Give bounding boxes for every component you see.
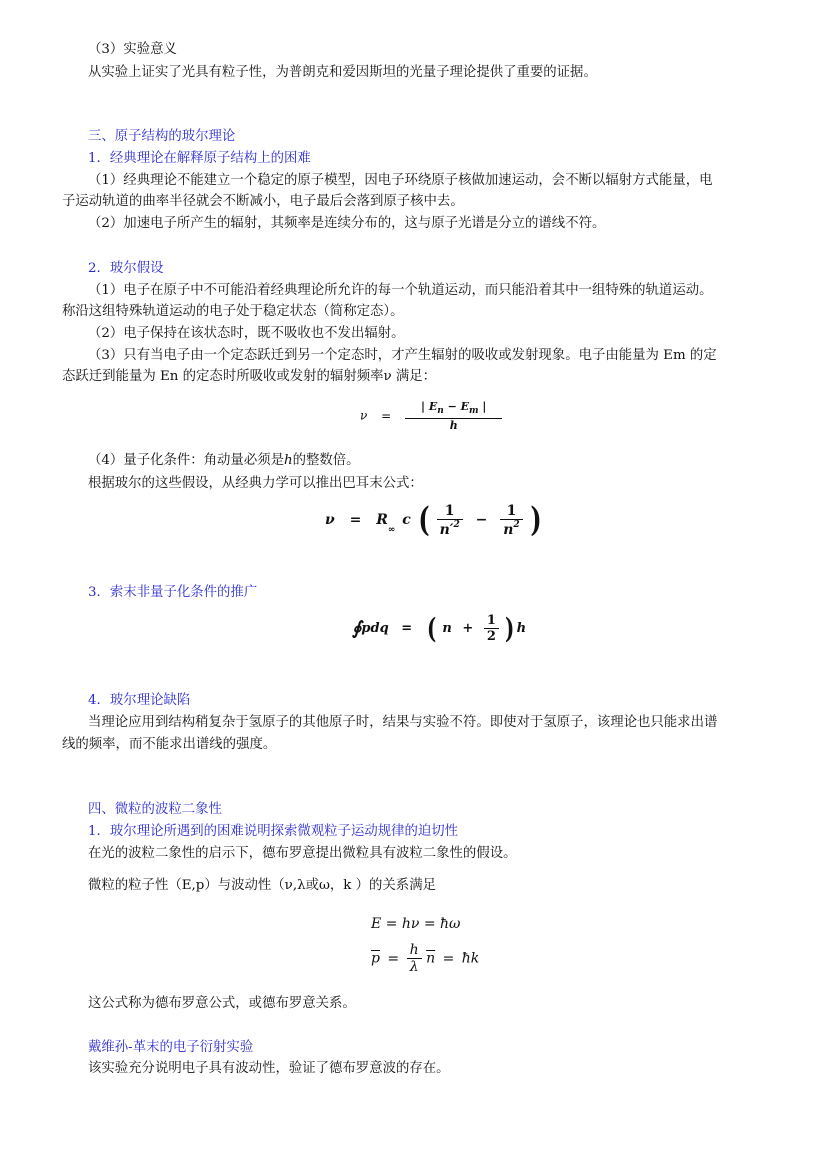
section4-sub1-p1: 在光的波粒二象性的启示下，德布罗意提出微粒具有波粒二象性的假设。 [88, 846, 517, 861]
formula-frequency-den: h [449, 419, 458, 432]
formula-frequency-eq: = [381, 408, 392, 423]
formula-momentum-p: $\overline{p}$ [371, 950, 380, 967]
section3-sub4-title: 4．玻尔理论缺陷 [88, 693, 191, 708]
formula-frequency-num-minus: − E [443, 400, 470, 413]
formula-sommerfeld-lparen: ( [426, 612, 436, 645]
formula-momentum-eq1: = [387, 950, 400, 967]
formula-momentum-frac [407, 942, 422, 975]
formula-sommerfeld-frac-den: 2 [486, 629, 496, 644]
formula-sommerfeld [352, 612, 526, 656]
formula-balmer-lparen: ( [418, 500, 430, 540]
formula-balmer-minus: − [475, 512, 488, 528]
formula-balmer-frac2-den: n [503, 521, 514, 538]
formula-frequency [360, 400, 502, 432]
formula-balmer-frac1 [437, 503, 463, 538]
section3-sub1-p1-line2: 子运动轨道的曲率半径就会不断减小，电子最后会落到原子核中去。 [62, 194, 464, 209]
section3-sub2-p2: （2）电子保持在该状态时，既不吸收也不发出辐射。 [88, 326, 405, 341]
formula-momentum-n: $\overline{n}$ [426, 950, 436, 967]
formula-energy: E = hν = ħω [371, 916, 461, 932]
formula-sommerfeld-plus: + [462, 621, 474, 636]
section4-sub1-p2: 微粒的粒子性（E,p）与波动性（ν,λ或ω，k ）的关系满足 [88, 878, 436, 893]
formula-balmer [325, 500, 544, 550]
formula-balmer-frac2-num: 1 [500, 503, 522, 520]
formula-momentum [371, 942, 479, 982]
formula-sommerfeld-h: h [516, 621, 527, 636]
formula-frequency-fraction [405, 400, 502, 432]
formula-sommerfeld-n: n [442, 621, 452, 636]
section3-sub2-title: 2．玻尔假设 [88, 261, 164, 276]
formula-balmer-frac2-exp: 2 [513, 519, 520, 530]
section3-sub4-p1-line1: 当理论应用到结构稍复杂于氢原子的其他原子时，结果与实验不符。即使对于氢原子，该理论也只能求出谱 [88, 715, 718, 730]
formula-sommerfeld-rparen: ) [505, 612, 515, 645]
experiment-meaning-text: 从实验上证实了光具有粒子性，为普朗克和爱因斯坦的光量子理论提供了重要的证据。 [88, 65, 597, 80]
section3-sub1-p2: （2）加速电子所产生的辐射，其频率是连续分布的，这与原子光谱是分立的谱线不符。 [88, 216, 606, 231]
section3-sub3-title: 3．索末非量子化条件的推广 [88, 585, 258, 600]
section4-sub1-title: 1．玻尔理论所遇到的困难说明探索微观粒子运动规律的迫切性 [88, 824, 459, 839]
formula-sommerfeld-integral: ∮ [352, 618, 362, 639]
formula-frequency-num-m: m [469, 406, 479, 416]
section3-sub2-p1-line2: 称沿这组特殊轨道运动的电子处于稳定状态（简称定态）。 [62, 304, 404, 319]
section3-sub2-p4-h: h [284, 453, 293, 468]
formula-sommerfeld-frac-num: 1 [484, 613, 499, 629]
section3-sub4-p1-line2: 线的频率，而不能求出谱线的强度。 [62, 737, 277, 752]
section3-sub2-p4 [88, 451, 360, 471]
formula-balmer-frac2 [500, 503, 522, 538]
section4-title: 四、微粒的波粒二象性 [88, 802, 222, 817]
formula-balmer-r: R [376, 512, 388, 528]
section3-sub2-p1-line1: （1）电子在原子中不可能沿着经典理论所允许的每一个轨道运动，而只能沿着其中一组特殊的轨道运动。 [88, 283, 713, 298]
section3-sub2-p4-prefix: （4）量子化条件：角动量必须是 [88, 453, 284, 468]
formula-frequency-num-e: | E [421, 400, 438, 413]
formula-sommerfeld-frac [484, 613, 499, 644]
experiment-meaning-heading: （3）实验意义 [88, 42, 177, 57]
formula-momentum-frac-num: h [407, 942, 422, 959]
formula-balmer-c: c [402, 512, 411, 528]
section4-experiment-text: 该实验充分说明电子具有波动性，验证了德布罗意波的存在。 [88, 1061, 450, 1076]
formula-balmer-lhs: ν [325, 512, 335, 528]
formula-balmer-inf: ∞ [387, 525, 396, 535]
formula-momentum-hk: ħk [461, 950, 480, 967]
section3-sub2-p5: 根据玻尔的这些假设，从经典力学可以推出巴耳末公式： [88, 476, 423, 491]
section3-title: 三、原子结构的玻尔理论 [88, 129, 236, 144]
section3-sub2-p3-line1: （3）只有当电子由一个定态跃迁到另一个定态时，才产生辐射的吸收或发射现象。电子由能量为 Em 的定 [88, 348, 717, 363]
section3-sub2-p4-suffix: 的整数倍。 [292, 453, 360, 468]
formula-balmer-frac1-den: n′ [439, 521, 454, 538]
formula-momentum-eq2: = [442, 950, 455, 967]
formula-balmer-frac1-exp: 2 [453, 519, 460, 530]
formula-frequency-num-n: n [437, 406, 444, 416]
section4-sub1-p3: 这公式称为德布罗意公式，或德布罗意关系。 [88, 996, 356, 1011]
section4-experiment-title: 戴维孙-革末的电子衍射实验 [88, 1040, 254, 1055]
formula-balmer-eq: = [349, 512, 362, 528]
section3-sub2-p3-line2: 态跃迁到能量为 En 的定态时所吸收或发射的辐射频率ν 满足： [62, 369, 437, 384]
formula-balmer-frac1-num: 1 [437, 503, 463, 520]
section3-sub1-title: 1．经典理论在解释原子结构上的困难 [88, 151, 311, 166]
formula-sommerfeld-body: pdq [361, 621, 389, 636]
formula-momentum-frac-den: λ [409, 959, 419, 975]
section3-sub1-p1-line1: （1）经典理论不能建立一个稳定的原子模型，因电子环绕原子核做加速运动，会不断以辐射方式能量，电 [88, 173, 713, 188]
formula-frequency-num-bar: | [478, 400, 487, 413]
formula-balmer-rparen: ) [529, 500, 542, 540]
formula-sommerfeld-eq: = [401, 621, 413, 636]
formula-frequency-lhs: ν [360, 408, 368, 423]
